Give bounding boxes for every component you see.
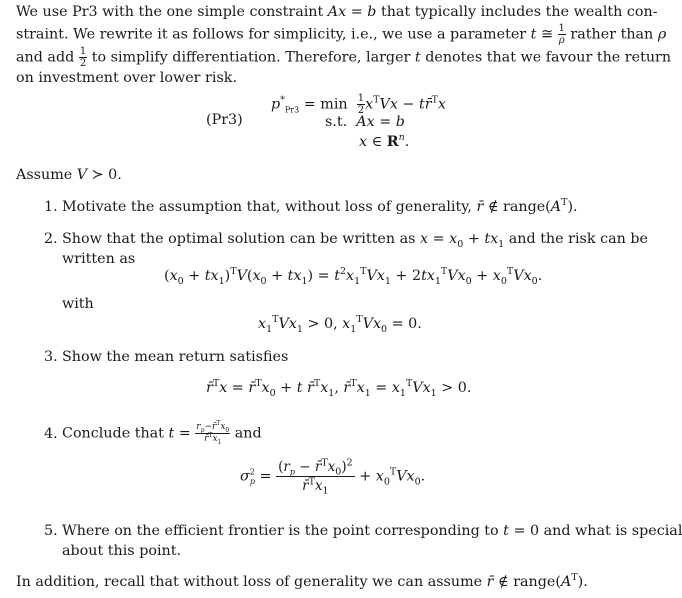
item-5: 5. Where on the efficient frontier is the point corresponding to t = 0 and what is special about this point.	[44, 523, 682, 559]
intro-line-2: straint. We rewrite it as follows for simplicity, i.e., we use a parameter t ≅ $\frac{1}{\rho}$ rather than ρ	[16, 22, 667, 46]
item-2-equation-risk: $(x_0 + tx_1)^TV(x_0 + tx_1) = t^2x_1^TVx_1 + 2tx_1^TVx_0 + x_0^TVx_0$.	[164, 266, 543, 287]
item-4: 4. Conclude that t = $\frac{r_p-r̄^Tx_0}{r̄^Tx_1}$ and	[44, 420, 262, 446]
item-2-equation-conditions: $x_1^TVx_1 > 0$, $x_1^TVx_0 = 0$.	[258, 314, 422, 335]
item-3: 3. Show the mean return satisfies	[44, 349, 289, 365]
item-2-with: with	[62, 296, 94, 312]
closing-paragraph: In addition, recall that without loss of generality we can assume r̄ ∉ $range(A^T)$.	[16, 572, 588, 590]
item-3-equation: r̄$^T$x = $r̄^Tx_0 + t$ $r̄^Tx_1$, $r̄^Tx_1 = x_1^TVx_1 > 0$.	[206, 378, 472, 399]
intro-line-3: and add $\frac{1}{2}$ to simplify differentiation. Therefore, larger t denotes that we favour the return	[16, 45, 672, 69]
assumption: Assume V ≻ 0.	[16, 167, 122, 183]
item-2: 2. Show that the optimal solution can be written as $x = x_0 + tx_1$ and the risk can be written as	[44, 231, 648, 267]
intro-line-4: on investment over lower risk.	[16, 69, 238, 86]
problem-objective: $p^*_{Pr3} = \min$ $\frac{1}{2}$ $x^TVx$ − tr̄$^T$x	[271, 93, 446, 116]
problem-constraint-1: s.t. Ax = b	[325, 114, 405, 130]
item-1: 1. Motivate the assumption that, without loss of generality, r̄ ∉ $range(A^T)$.	[44, 197, 578, 215]
problem-label: (Pr3)	[206, 112, 243, 128]
problem-constraint-2: x ∈ $R^n$.	[359, 132, 410, 150]
intro-paragraph	[16, 3, 672, 88]
intro-line-1: We use Pr3 with the one simple constraint Ax = b that typically includes the wealth con-	[16, 4, 658, 20]
item-4-equation: $\sigma^2_p$ = $\frac{(r_p - r̄^Tx_0)^2}{r̄^Tx_1}$ + $x_0^TVx_0$.	[240, 457, 426, 497]
